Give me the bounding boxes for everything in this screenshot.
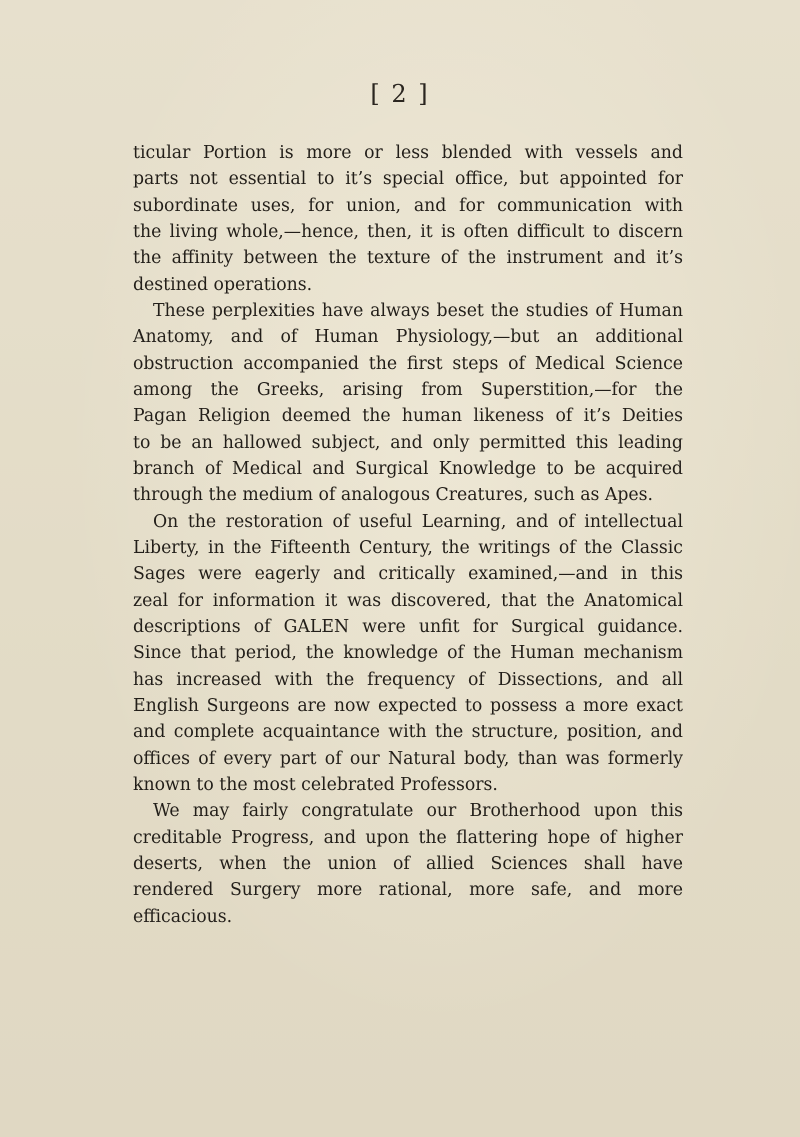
text-line: Pagan Religion deemed the human likeness of it’s Deities	[133, 406, 683, 427]
text-line: branch of Medical and Surgical Knowledge to be acquired	[133, 458, 683, 479]
paragraph-2	[133, 298, 683, 509]
text-line: the living whole,—hence, then, it is often difficult to discern	[133, 221, 683, 242]
text-line: Liberty, in the Fifteenth Century, the writings of the Classic	[133, 537, 683, 558]
page-body-text	[133, 140, 683, 930]
text-line: among the Greeks, arising from Superstition,—for the	[133, 379, 683, 400]
page-number: [ 2 ]	[370, 80, 430, 108]
text-line: Since that period, the knowledge of the Human mechanism	[133, 643, 683, 664]
text-line: ticular Portion is more or less blended with vessels and	[133, 143, 683, 163]
text-line: destined operations.	[133, 274, 313, 295]
paragraph-4	[133, 798, 683, 930]
text-line: descriptions of GALEN were unfit for Surgical guidance.	[133, 616, 683, 637]
text-line: subordinate uses, for union, and for communication with	[133, 195, 683, 216]
paragraph-1	[133, 140, 683, 298]
text-line: rendered Surgery more rational, more safe, and more	[133, 880, 683, 901]
text-line: has increased with the frequency of Dissections, and all	[133, 669, 683, 690]
text-line: offices of every part of our Natural body, than was formerly	[133, 748, 683, 769]
text-line: known to the most celebrated Professors.	[133, 774, 498, 795]
paragraph-3	[133, 509, 683, 799]
text-line: Sages were eagerly and critically examined,—and in this	[133, 564, 683, 585]
text-line: On the restoration of useful Learning, and of intellectual	[153, 511, 683, 532]
text-line: through the medium of analogous Creatures, such as Apes.	[133, 485, 654, 506]
text-line: Anatomy, and of Human Physiology,—but an additional	[133, 327, 683, 348]
text-line: and complete acquaintance with the structure, position, and	[133, 722, 683, 743]
text-line: zeal for information it was discovered, that the Anatomical	[133, 590, 683, 611]
text-line: obstruction accompanied the first steps of Medical Science	[133, 353, 683, 374]
text-line: the affinity between the texture of the instrument and it’s	[133, 248, 683, 269]
text-line: efficacious.	[133, 906, 233, 927]
text-line: English Surgeons are now expected to possess a more exact	[133, 695, 683, 716]
text-line: parts not essential to it’s special office, but appointed for	[133, 169, 683, 190]
text-line: to be an hallowed subject, and only permitted this leading	[133, 432, 683, 453]
text-line: We may fairly congratulate our Brotherhood upon this	[153, 801, 683, 822]
text-line: creditable Progress, and upon the flattering hope of higher	[133, 827, 683, 848]
text-line: These perplexities have always beset the studies of Human	[153, 300, 683, 321]
text-line: deserts, when the union of allied Sciences shall have	[133, 853, 683, 874]
